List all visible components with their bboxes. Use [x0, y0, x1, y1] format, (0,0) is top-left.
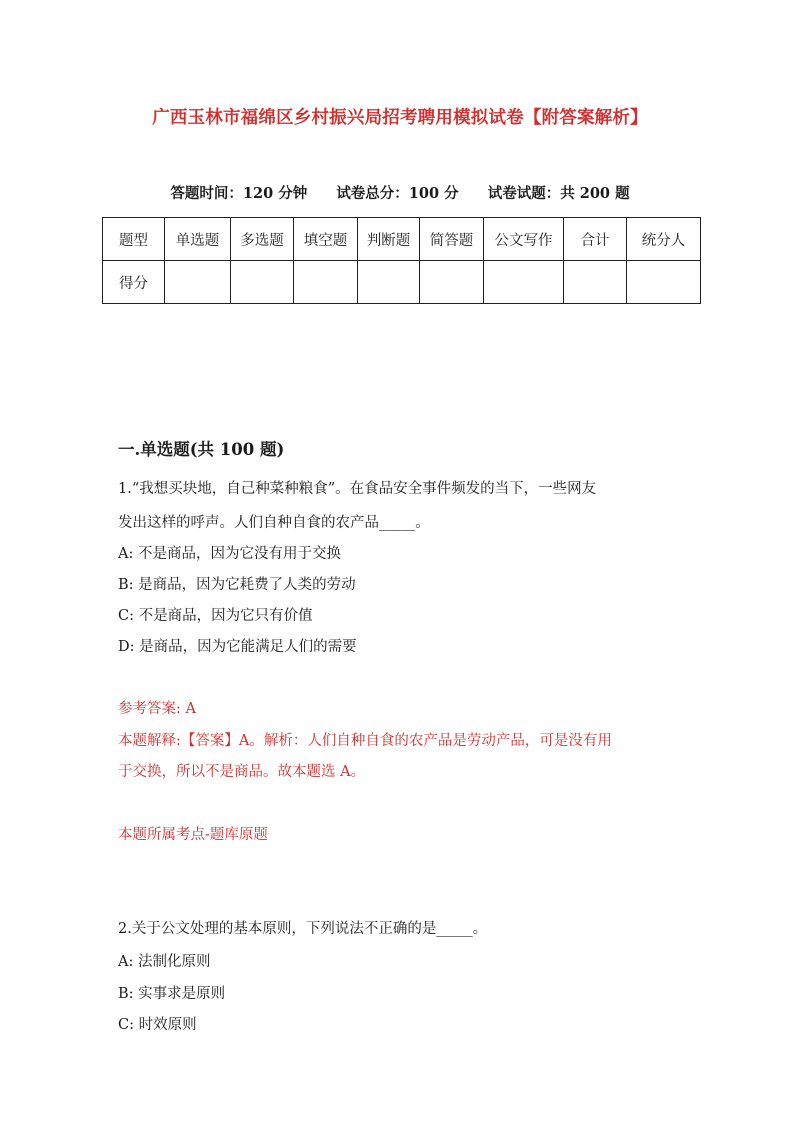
score-cell [627, 261, 701, 304]
score-table [102, 217, 701, 304]
question-1-stem: 1.“我想买块地，自己种菜种粮食”。在食品安全事件频发的当下，一些网友 [118, 481, 597, 497]
exam-question-count: 试卷试题：共 200 题 [487, 185, 630, 202]
question-1-option-b: B: 是商品，因为它耗费了人类的劳动 [118, 577, 356, 593]
score-cell [294, 261, 358, 304]
score-header-cell: 填空题 [294, 218, 358, 261]
question-2-option-a: A: 法制化原则 [118, 954, 211, 970]
score-cell [564, 261, 627, 304]
score-header-cell: 公文写作 [484, 218, 564, 261]
score-table-header-row [103, 218, 701, 261]
score-header-cell: 单选题 [165, 218, 231, 261]
question-1-option-c: C: 不是商品，因为它只有价值 [118, 608, 313, 624]
score-table-score-row [103, 261, 701, 304]
exam-meta [0, 182, 800, 203]
score-row-label: 得分 [103, 261, 165, 304]
question-1-stem-cont: 发出这样的呼声。人们自种自食的农产品_____。 [118, 515, 430, 531]
page-title: 广西玉林市福绵区乡村振兴局招考聘用模拟试卷【附答案解析】 [152, 108, 648, 128]
question-1-explanation-cont: 于交换，所以不是商品。故本题选 A。 [118, 764, 366, 780]
question-2-stem: 2.关于公文处理的基本原则，下列说法不正确的是_____。 [118, 921, 488, 937]
score-header-cell: 合计 [564, 218, 627, 261]
question-1-answer: 参考答案: A [118, 701, 196, 717]
exam-time: 答题时间：120 分钟 [170, 185, 308, 202]
score-cell [484, 261, 564, 304]
score-cell [358, 261, 420, 304]
question-1-option-d: D: 是商品，因为它能满足人们的需要 [118, 639, 357, 655]
question-1-explanation: 本题解释:【答案】A。解析：人们自种自食的农产品是劳动产品，可是没有用 [118, 733, 612, 749]
question-1-option-a: A: 不是商品，因为它没有用于交换 [118, 546, 341, 562]
question-1-source: 本题所属考点-题库原题 [118, 827, 268, 843]
score-header-cell: 判断题 [358, 218, 420, 261]
score-header-cell: 简答题 [420, 218, 484, 261]
question-2-option-b: B: 实事求是原则 [118, 986, 226, 1002]
section-title: 一.单选题(共 100 题) [118, 440, 285, 459]
score-cell [231, 261, 294, 304]
score-cell [165, 261, 231, 304]
score-header-cell: 题型 [103, 218, 165, 261]
score-header-cell: 统分人 [627, 218, 701, 261]
exam-total-score: 试卷总分：100 分 [336, 185, 459, 202]
question-2-option-c: C: 时效原则 [118, 1017, 197, 1033]
score-header-cell: 多选题 [231, 218, 294, 261]
score-cell [420, 261, 484, 304]
